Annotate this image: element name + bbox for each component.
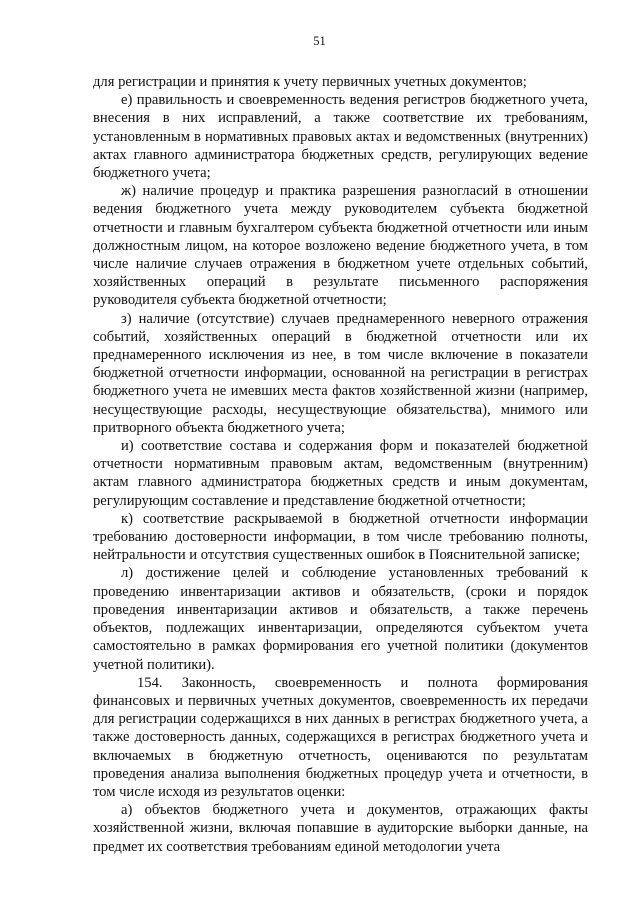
- paragraph-item-l: л) достижение целей и соблюдение установленных требований к проведению инвентаризации активов и обязательств, (сроки и порядок проведения инвентаризации активов и обязательств, а также перечень объектов, подлежащих инвентаризации, определяются субъектом учета самостоятельно в рамках формирования его учетной политики (документов учетной политики).: [93, 565, 588, 673]
- page-number: 51: [313, 34, 326, 48]
- paragraph-item-a: а) объектов бюджетного учета и документов, отражающих факты хозяйственной жизни, включая попавшие в аудиторские выборки данные, на предмет их соответствия требованиям единой методологии учета: [93, 802, 588, 855]
- paragraph-section-154: 154. Законность, своевременность и полнота формирования финансовых и первичных учетных документов, своевременность их передачи для регистрации содержащихся в них данных в регистрах бюджетного учета, а также достоверность данных, содержащихся в регистрах бюджетного учета и включаемых в бюджетную отчетность, оцениваются по результатам проведения анализа выполнения бюджетных процедур учета и отчетности, в том числе исходя из результатов оценки:: [93, 674, 588, 800]
- paragraph-item-zh: ж) наличие процедур и практика разрешения разногласий в отношении ведения бюджетного учета между руководителем субъекта бюджетной отчетности и главным бухгалтером субъекта бюджетной отчетности или иным должностным лицом, на которое возложено ведение бюджетного учета, в том числе наличие случаев отражения в бюджетном учете отдельных событий, хозяйственных операций в результате письменного распоряжения руководителя субъекта бюджетной отчетности;: [93, 183, 588, 309]
- paragraph-item-i: и) соответствие состава и содержания форм и показателей бюджетной отчетности нормативным правовым актам, ведомственным (внутренним) актам главного администратора бюджетных средств и иным документам, регулирующим составление и представление бюджетной отчетности;: [93, 438, 588, 509]
- paragraph-item-k: к) соответствие раскрываемой в бюджетной отчетности информации требованию достоверности информации, в том числе требованию полноты, нейтральности и отсутствия существенных ошибок в Пояснительной записке;: [93, 510, 588, 564]
- paragraph-continuation: для регистрации и принятия к учету первичных учетных документов;: [93, 74, 527, 90]
- paragraph-item-z: з) наличие (отсутствие) случаев преднамеренного неверного отражения событий, хозяйственных операций в бюджетной отчетности или их преднамеренного исключения из нее, в том числе включение в показатели бюджетной отчетности информации, основанной на регистрации в регистрах бюджетного учета не имевших места фактов хозяйственной жизни (например, несуществующие расходы, несуществующие обязательства), мнимого или притворного объекта бюджетного учета;: [93, 310, 588, 436]
- document-body: [93, 73, 588, 856]
- paragraph-item-e: е) правильность и своевременность ведения регистров бюджетного учета, внесения в них исправлений, а также соответствие их требованиям, установленным в нормативных правовых актах и ведомственных (внутренних) актах главного администратора бюджетных средств, регулирующих ведение бюджетного учета;: [93, 92, 588, 182]
